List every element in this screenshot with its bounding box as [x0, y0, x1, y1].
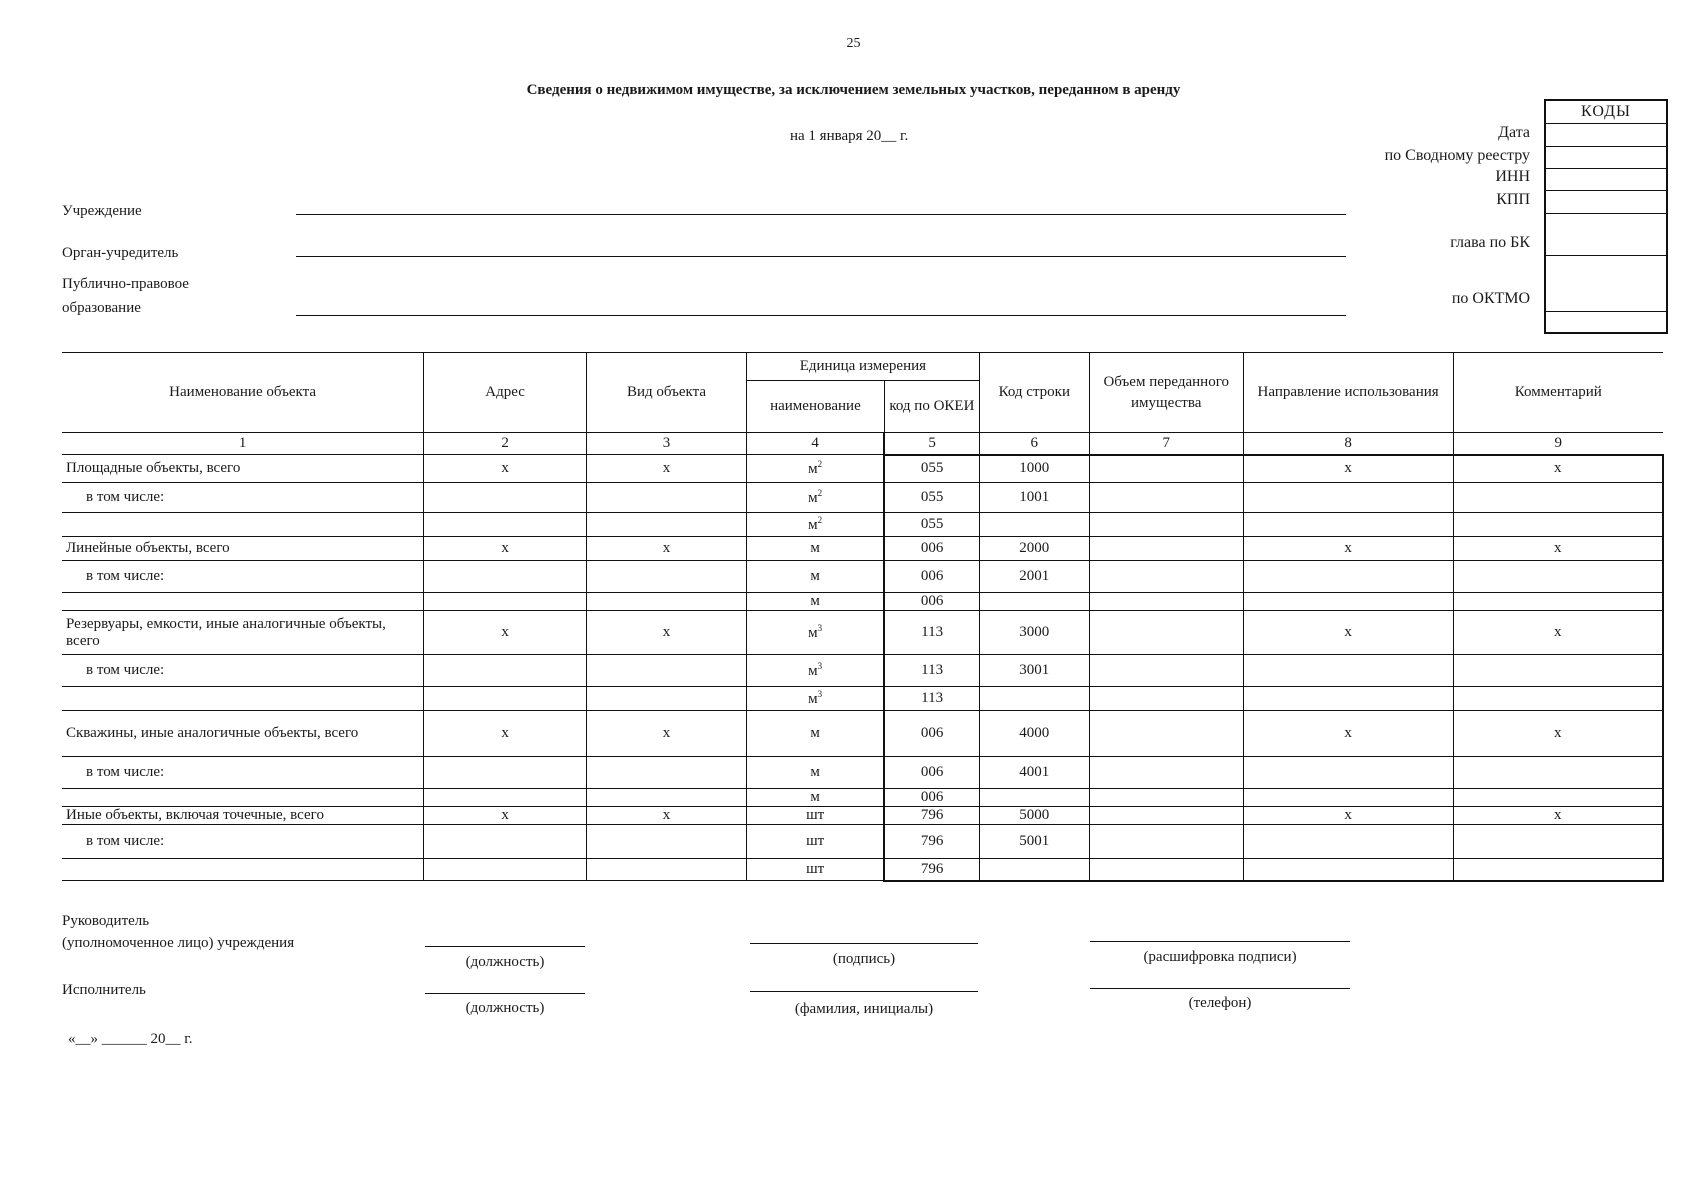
table-row	[62, 859, 1663, 881]
cell-direction[interactable]	[1243, 593, 1453, 611]
cell-type[interactable]: x	[587, 611, 747, 655]
cell-unit-name	[746, 825, 884, 859]
column-number-6: 6	[979, 433, 1089, 455]
cell-address[interactable]	[424, 593, 587, 611]
cell-row-code	[979, 859, 1089, 881]
founder-input-line[interactable]	[296, 256, 1346, 257]
code-label-registry: по Сводному реестру	[1384, 147, 1530, 164]
code-inn-cell[interactable]	[1546, 169, 1666, 191]
table-row	[62, 711, 1663, 757]
cell-unit-code: 796	[884, 859, 979, 881]
header-type: Вид объекта	[587, 353, 747, 433]
cell-volume[interactable]	[1089, 537, 1243, 561]
code-label-bk: глава по БК	[1450, 234, 1530, 251]
cell-name	[62, 859, 424, 881]
cell-direction[interactable]	[1243, 825, 1453, 859]
unit-text: м	[808, 691, 818, 707]
cell-direction[interactable]: x	[1243, 611, 1453, 655]
cell-type[interactable]	[587, 593, 747, 611]
cell-unit-code: 006	[884, 561, 979, 593]
cell-name: в том числе:	[62, 757, 424, 789]
cell-type[interactable]: x	[587, 455, 747, 483]
unit-text: шт	[806, 833, 825, 849]
table-row	[62, 687, 1663, 711]
cell-name: в том числе:	[62, 483, 424, 513]
cell-direction[interactable]	[1243, 859, 1453, 881]
unit-text: шт	[806, 807, 825, 823]
cell-volume[interactable]	[1089, 561, 1243, 593]
cell-unit-code: 055	[884, 513, 979, 537]
cell-unit-name	[746, 687, 884, 711]
cell-row-code: 1001	[979, 483, 1089, 513]
public-entity-input-line[interactable]	[296, 315, 1346, 316]
unit-exponent: 2	[817, 459, 823, 469]
cell-comment[interactable]	[1453, 513, 1663, 537]
cell-unit-code: 055	[884, 483, 979, 513]
column-number-2: 2	[424, 433, 587, 455]
founder-label: Орган-учредитель	[62, 245, 179, 261]
head-decoding-line[interactable]	[1090, 941, 1350, 942]
cell-unit-name	[746, 655, 884, 687]
table-row	[62, 513, 1663, 537]
cell-unit-code: 796	[884, 825, 979, 859]
cell-unit-code: 006	[884, 789, 979, 807]
cell-name: в том числе:	[62, 561, 424, 593]
executor-label: Исполнитель	[62, 982, 146, 998]
cell-row-code	[979, 789, 1089, 807]
cell-unit-name	[746, 537, 884, 561]
cell-volume[interactable]	[1089, 513, 1243, 537]
unit-text: м	[810, 568, 820, 584]
header-volume: Объем переданного имущества	[1089, 353, 1243, 433]
cell-volume[interactable]	[1089, 687, 1243, 711]
column-number-1: 1	[62, 433, 424, 455]
cell-type[interactable]	[587, 789, 747, 807]
cell-address[interactable]	[424, 561, 587, 593]
executor-name-caption: (фамилия, инициалы)	[794, 1001, 934, 1017]
cell-unit-name	[746, 455, 884, 483]
cell-address[interactable]: x	[424, 711, 587, 757]
cell-type[interactable]	[587, 687, 747, 711]
cell-volume[interactable]	[1089, 825, 1243, 859]
executor-phone-caption: (телефон)	[1188, 995, 1252, 1011]
cell-volume[interactable]	[1089, 757, 1243, 789]
unit-text: м	[808, 625, 818, 641]
cell-name: Линейные объекты, всего	[62, 537, 424, 561]
column-number-3: 3	[587, 433, 747, 455]
header-unit-code: код по ОКЕИ	[884, 381, 979, 433]
cell-type[interactable]: x	[587, 807, 747, 825]
cell-direction[interactable]	[1243, 561, 1453, 593]
head-signature-caption: (подпись)	[832, 951, 896, 967]
unit-exponent: 2	[817, 488, 823, 498]
unit-text: м	[810, 764, 820, 780]
cell-address[interactable]: x	[424, 611, 587, 655]
cell-volume[interactable]	[1089, 789, 1243, 807]
cell-comment[interactable]	[1453, 859, 1663, 881]
cell-type[interactable]	[587, 825, 747, 859]
cell-name: Площадные объекты, всего	[62, 455, 424, 483]
table-row	[62, 757, 1663, 789]
code-bk-cell[interactable]	[1546, 214, 1666, 256]
table-row	[62, 807, 1663, 825]
cell-unit-name	[746, 561, 884, 593]
cell-type[interactable]: x	[587, 711, 747, 757]
code-registry-cell[interactable]	[1546, 147, 1666, 169]
cell-unit-name	[746, 711, 884, 757]
head-decoding-caption: (расшифровка подписи)	[1143, 949, 1297, 965]
cell-comment[interactable]: x	[1453, 611, 1663, 655]
cell-row-code	[979, 687, 1089, 711]
header-row-code: Код строки	[979, 353, 1089, 433]
cell-direction[interactable]: x	[1243, 455, 1453, 483]
code-date-cell[interactable]	[1546, 124, 1666, 147]
cell-unit-name	[746, 757, 884, 789]
cell-name	[62, 687, 424, 711]
cell-direction[interactable]	[1243, 483, 1453, 513]
cell-direction[interactable]	[1243, 757, 1453, 789]
cell-address[interactable]: x	[424, 537, 587, 561]
cell-unit-code: 113	[884, 655, 979, 687]
cell-name: Резервуары, емкости, иные аналогичные объекты, всего	[62, 611, 424, 655]
institution-input-line[interactable]	[296, 214, 1346, 215]
cell-comment[interactable]	[1453, 789, 1663, 807]
cell-address[interactable]: x	[424, 455, 587, 483]
table-row	[62, 593, 1663, 611]
cell-type[interactable]	[587, 561, 747, 593]
cell-unit-code: 006	[884, 593, 979, 611]
cell-comment[interactable]	[1453, 483, 1663, 513]
cell-volume[interactable]	[1089, 455, 1243, 483]
cell-direction[interactable]	[1243, 655, 1453, 687]
cell-type[interactable]	[587, 513, 747, 537]
cell-comment[interactable]	[1453, 687, 1663, 711]
cell-comment[interactable]	[1453, 655, 1663, 687]
head-signature-line[interactable]	[750, 943, 978, 944]
cell-comment[interactable]	[1453, 757, 1663, 789]
form-title: Сведения о недвижимом имуществе, за исключением земельных участков, переданном в аренду	[526, 82, 1181, 98]
unit-text: м	[808, 490, 818, 506]
unit-exponent: 3	[817, 689, 823, 699]
unit-exponent: 3	[817, 623, 823, 633]
cell-row-code: 1000	[979, 455, 1089, 483]
head-label-2: (уполномоченное лицо) учреждения	[62, 935, 295, 951]
unit-exponent: 3	[817, 661, 823, 671]
cell-unit-name	[746, 789, 884, 807]
header-address: Адрес	[424, 353, 587, 433]
cell-name	[62, 789, 424, 807]
cell-address[interactable]	[424, 655, 587, 687]
cell-row-code: 3001	[979, 655, 1089, 687]
cell-direction[interactable]: x	[1243, 807, 1453, 825]
code-label-inn: ИНН	[1495, 168, 1530, 185]
cell-row-code: 3000	[979, 611, 1089, 655]
cell-address[interactable]	[424, 859, 587, 881]
header-comment: Комментарий	[1453, 353, 1663, 433]
cell-volume[interactable]	[1089, 807, 1243, 825]
cell-comment[interactable]: x	[1453, 455, 1663, 483]
cell-type[interactable]	[587, 483, 747, 513]
cell-type[interactable]	[587, 757, 747, 789]
cell-unit-code: 055	[884, 455, 979, 483]
cell-unit-code: 006	[884, 537, 979, 561]
table-row	[62, 789, 1663, 807]
cell-unit-code: 113	[884, 687, 979, 711]
table-row	[62, 611, 1663, 655]
cell-type[interactable]	[587, 655, 747, 687]
column-number-8: 8	[1243, 433, 1453, 455]
cell-row-code: 2000	[979, 537, 1089, 561]
codes-box	[1544, 99, 1668, 334]
code-kpp-cell[interactable]	[1546, 191, 1666, 214]
codes-header: КОДЫ	[1546, 101, 1666, 124]
code-label-date: Дата	[1498, 124, 1530, 141]
cell-address[interactable]	[424, 825, 587, 859]
header-unit-group: Единица измерения	[746, 353, 979, 381]
cell-address[interactable]	[424, 687, 587, 711]
property-table	[62, 352, 1664, 882]
cell-unit-code: 796	[884, 807, 979, 825]
unit-exponent: 2	[817, 515, 823, 525]
table-row	[62, 455, 1663, 483]
cell-address[interactable]	[424, 513, 587, 537]
executor-position-caption: (должность)	[465, 1000, 545, 1016]
cell-unit-name	[746, 483, 884, 513]
header-direction: Направление использования	[1243, 353, 1453, 433]
cell-row-code: 4001	[979, 757, 1089, 789]
cell-volume[interactable]	[1089, 859, 1243, 881]
cell-volume[interactable]	[1089, 483, 1243, 513]
cell-row-code: 4000	[979, 711, 1089, 757]
unit-text: шт	[806, 861, 825, 877]
header-unit-name: наименование	[746, 381, 884, 433]
cell-row-code	[979, 593, 1089, 611]
table-row	[62, 483, 1663, 513]
table-row	[62, 537, 1663, 561]
code-oktmo-cell[interactable]	[1546, 256, 1666, 312]
institution-label: Учреждение	[62, 203, 142, 219]
column-number-5: 5	[884, 433, 979, 455]
cell-volume[interactable]	[1089, 593, 1243, 611]
column-number-9: 9	[1453, 433, 1663, 455]
cell-comment[interactable]	[1453, 561, 1663, 593]
cell-volume[interactable]	[1089, 611, 1243, 655]
cell-comment[interactable]: x	[1453, 537, 1663, 561]
cell-comment[interactable]	[1453, 593, 1663, 611]
executor-name-line[interactable]	[750, 991, 978, 992]
cell-name: в том числе:	[62, 655, 424, 687]
cell-unit-name	[746, 513, 884, 537]
form-date-subtitle: на 1 января 20__ г.	[790, 128, 909, 144]
date-line[interactable]: «__» ______ 20__ г.	[68, 1031, 193, 1047]
code-label-kpp: КПП	[1496, 191, 1530, 208]
cell-comment[interactable]: x	[1453, 711, 1663, 757]
unit-text: м	[808, 517, 818, 533]
cell-volume[interactable]	[1089, 711, 1243, 757]
cell-name	[62, 593, 424, 611]
cell-unit-code: 006	[884, 757, 979, 789]
cell-direction[interactable]: x	[1243, 537, 1453, 561]
unit-text: м	[810, 540, 820, 556]
cell-address[interactable]: x	[424, 807, 587, 825]
cell-unit-code: 006	[884, 711, 979, 757]
cell-row-code	[979, 513, 1089, 537]
cell-address[interactable]	[424, 757, 587, 789]
table-row	[62, 655, 1663, 687]
cell-direction[interactable]	[1243, 687, 1453, 711]
cell-direction[interactable]	[1243, 789, 1453, 807]
cell-address[interactable]	[424, 483, 587, 513]
cell-row-code: 5000	[979, 807, 1089, 825]
cell-type[interactable]: x	[587, 537, 747, 561]
cell-comment[interactable]	[1453, 825, 1663, 859]
cell-name: в том числе:	[62, 825, 424, 859]
cell-unit-code: 113	[884, 611, 979, 655]
cell-row-code: 5001	[979, 825, 1089, 859]
table-row	[62, 825, 1663, 859]
executor-position-line[interactable]	[425, 993, 585, 994]
header-name: Наименование объекта	[62, 353, 424, 433]
cell-unit-name	[746, 859, 884, 881]
page-number: 25	[846, 36, 861, 51]
unit-text: м	[808, 461, 818, 477]
cell-direction[interactable]: x	[1243, 711, 1453, 757]
public-entity-label-2: образование	[62, 300, 141, 316]
column-number-4: 4	[746, 433, 884, 455]
table-row	[62, 561, 1663, 593]
unit-text: м	[808, 663, 818, 679]
cell-direction[interactable]	[1243, 513, 1453, 537]
executor-phone-line[interactable]	[1090, 988, 1350, 989]
cell-unit-name	[746, 593, 884, 611]
cell-row-code: 2001	[979, 561, 1089, 593]
code-label-oktmo: по ОКТМО	[1451, 290, 1530, 307]
head-position-caption: (должность)	[465, 954, 545, 970]
column-number-7: 7	[1089, 433, 1243, 455]
cell-type[interactable]	[587, 859, 747, 881]
unit-text: м	[810, 593, 820, 609]
unit-text: м	[810, 725, 820, 741]
cell-comment[interactable]: x	[1453, 807, 1663, 825]
code-extra-cell[interactable]	[1546, 312, 1666, 332]
cell-name: Скважины, иные аналогичные объекты, всего	[62, 711, 424, 757]
cell-name	[62, 513, 424, 537]
head-position-line[interactable]	[425, 946, 585, 947]
head-label-1: Руководитель	[62, 913, 150, 929]
public-entity-label-1: Публично-правовое	[62, 276, 189, 292]
cell-volume[interactable]	[1089, 655, 1243, 687]
cell-unit-name	[746, 807, 884, 825]
unit-text: м	[810, 789, 820, 805]
cell-name: Иные объекты, включая точечные, всего	[62, 807, 424, 825]
cell-address[interactable]	[424, 789, 587, 807]
cell-unit-name	[746, 611, 884, 655]
